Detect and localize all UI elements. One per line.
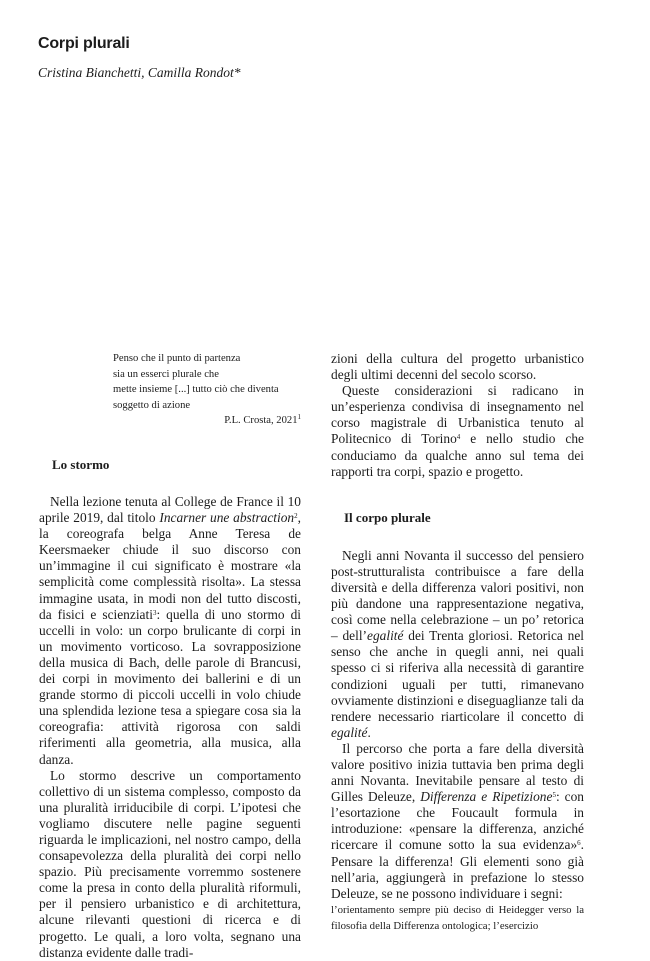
right-column [331, 351, 584, 934]
italic-term: egalité [367, 628, 404, 644]
epigraph-line: mette insieme [...] tutto ciò che diventa [113, 384, 279, 396]
text: , la coreografa belga Anne Teresa de Keersmaeker chiude il suo discorso con un’immagine il cui significato è mostrare «la semplicità come complessità risolta». La stessa immagine usata, in modi non del tutto discosti, da fisici e scienziati [39, 510, 301, 622]
body-paragraph [331, 548, 584, 741]
article-title: Corpi plurali [38, 35, 130, 52]
section-heading-il-corpo-plurale: Il corpo plurale [344, 509, 431, 525]
body-paragraph [331, 741, 584, 902]
body-paragraph [331, 383, 584, 480]
footnote-ref: 1 [297, 413, 301, 422]
italic-term: egalité [331, 724, 368, 740]
epigraph-line: soggetto di azione [113, 399, 191, 411]
section-heading-lo-stormo: Lo stormo [52, 457, 110, 472]
italic-title: Differenza e Ripetizione [420, 789, 553, 805]
text: Negli anni Novanta il successo del pensiero post-strutturalista contribuisce a fare della diversità e della differenza valori positivi, non più dandone una rappresentazione negativa, così come nella celebrazione – un po’ retorica – dell’ [331, 547, 584, 644]
body-paragraph [39, 494, 301, 768]
left-column [39, 457, 301, 961]
footnote-ref: 6 [577, 839, 581, 848]
text: : con l’esortazione che Foucault formula in introduzione: «pensare la differenza, anziché ricercare il comune sotto la sua evidenza» [331, 789, 584, 853]
text: : quella di uno stormo di uccelli in volo: un corpo brulicante di corpi in un movimento vorticoso. La sovrapposizione della musica di Bach, delle parole di Brancusi, dei corpi in movimento dei ballerini e di un grande stormo di piccoli uccelli in volo chiude una splendida lezione tesa a spiegare cosa sia la coreografia: attività rigorosa con saldi riferimenti alla geometria, alla musica, alla danza. [39, 606, 301, 767]
text: Il percorso che porta a fare della diversità valore positivo inizia tuttavia ben prima degli anni Novanta. Inevitabile pensare al testo di Gilles Deleuze, [331, 740, 584, 805]
block-quote: l’orientamento sempre più deciso di Heidegger verso la filosofia della Differenza ontologica; l’esercizio [331, 903, 584, 933]
epigraph-line: Penso che il punto di partenza [113, 353, 241, 364]
text: dei Trenta gloriosi. Retorica nel senso che anche in quegli anni, nei quali spesso ci si riferiva alla necessità di garantire condizioni uguali per tutti, rimanevano ovviamente distinzioni e diseguaglianze tali da rendere necessario riarticolare il concetto di [331, 628, 584, 724]
footnote-ref: 5 [552, 791, 556, 800]
text: . Pensare la differenza! Gli elementi sono già nell’aria, aggiungerà in prefazione lo stesso Deleuze, se ne possono individuare i segni: [331, 837, 584, 901]
body-paragraph: zioni della cultura del progetto urbanistico degli ultimi decenni del secolo scorso. [331, 351, 584, 383]
epigraph [113, 351, 301, 429]
body-paragraph: Lo stormo descrive un comportamento collettivo di un sistema complesso, composto da una pluralità irriducibile di corpi. L’ipotesi che vogliamo discutere nelle pagine seguenti riguarda le implicazioni, nel nostro campo, della consapevolezza della pluralità dei corpi nello spazio. Più precisamente vorremmo sostenere come la presa in conto della pluralità riformuli, per il pensiero urbanistico e di architettura, alcune rilevanti questioni di ricerca e di progetto. Le quali, a loro volta, segnano una distanza evidente dalle tradi- [39, 767, 301, 960]
text: Nella lezione tenuta al College de France il 10 aprile 2019, dal titolo [39, 494, 301, 526]
italic-title: Incarner une abstraction [159, 510, 295, 526]
epigraph-attribution [113, 413, 301, 429]
footnote-ref: 3 [152, 608, 157, 617]
article-authors: Cristina Bianchetti, Camilla Rondot* [38, 65, 241, 80]
epigraph-attribution-text: P.L. Crosta, 2021 [224, 415, 298, 427]
epigraph-line: sia un esserci plurale che [113, 368, 219, 380]
text: Queste considerazioni si radicano in un’esperienza condivisa di insegnamento nel corso magistrale di Urbanistica tenuto al Politecnico di Torino [331, 383, 584, 447]
text: . [367, 724, 371, 740]
footnote-ref: 2 [294, 512, 298, 521]
text: e nello studio che conduciamo da qualche anno sul tema dei rapporti tra corpi, spazio e progetto. [331, 431, 585, 479]
footnote-ref: 4 [456, 433, 461, 442]
